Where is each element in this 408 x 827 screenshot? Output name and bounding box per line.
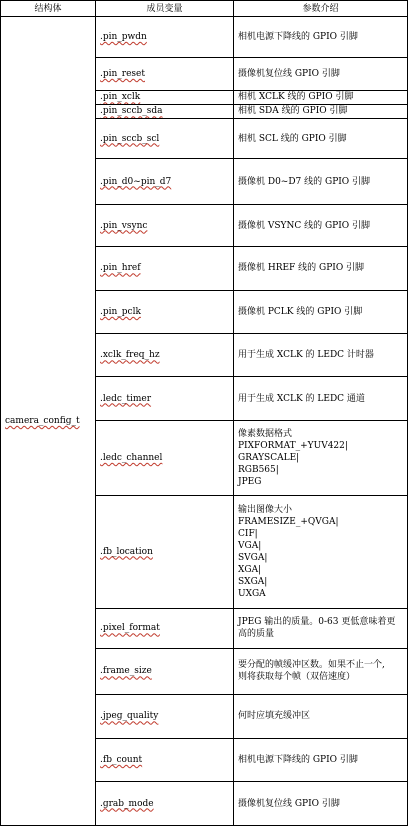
member-cell [96, 118, 234, 158]
description-line: 要分配的帧缓冲区数。如果不止一个, [238, 660, 385, 671]
header-row [1, 1, 408, 17]
member-name: .pin_vsync [100, 220, 148, 231]
member-name: .pin_pwdn [100, 32, 147, 43]
description-cell [234, 159, 408, 204]
description-line: 输出图像大小 [238, 504, 293, 515]
member-name: .pin_sccb_sda [100, 106, 163, 117]
member-cell [96, 694, 234, 738]
header-struct: 结构体 [1, 1, 96, 17]
member-name: .pin_href [100, 263, 141, 274]
description-line: 用于生成 XCLK 的 LEDC 计时器 [238, 350, 374, 361]
description-line: 何时应填充缓冲区 [238, 711, 311, 722]
description-line: JPEG 输出的质量。0-63 更低意味着更 [238, 617, 396, 628]
description-line: UXGA [238, 588, 266, 599]
member-cell [96, 17, 234, 58]
struct-name: camera_config_t [5, 416, 80, 426]
member-name: .pin_pclk [100, 306, 141, 317]
description-line: 像素数据格式 [238, 428, 293, 439]
description-line: 摄像机 PCLK 线的 GPIO 引脚 [238, 306, 363, 317]
description-line: 则将获取每个帧（双倍速度） [238, 672, 356, 683]
member-name: .pin_xclk [100, 92, 141, 103]
member-cell [96, 495, 234, 608]
description-line: CIF| [238, 528, 258, 539]
struct-name-cell [1, 17, 96, 826]
member-cell [96, 649, 234, 694]
member-cell [96, 58, 234, 90]
description-cell [234, 90, 408, 104]
description-cell [234, 118, 408, 158]
header-member: 成员变量 [96, 1, 234, 17]
description-cell [234, 739, 408, 782]
member-cell [96, 290, 234, 333]
description-line: 摄像机复位线 GPIO 引脚 [238, 69, 340, 80]
member-cell [96, 204, 234, 246]
description-cell [234, 290, 408, 333]
description-line: XGA| [238, 564, 262, 575]
member-cell [96, 739, 234, 782]
member-name: .fb_location [100, 546, 153, 557]
description-cell [234, 782, 408, 826]
member-name: .pin_reset [100, 69, 145, 80]
description-cell [234, 247, 408, 290]
description-line: 相机 XCLK 线的 GPIO 引脚 [238, 92, 354, 103]
description-line: 相机 SDA 线的 GPIO 引脚 [238, 106, 348, 117]
description-cell [234, 608, 408, 648]
member-cell [96, 420, 234, 495]
description-line: PIXFORMAT_+YUV422| [238, 440, 348, 451]
member-cell [96, 159, 234, 204]
description-cell [234, 17, 408, 58]
member-name: .grab_mode [100, 798, 154, 809]
member-name: .frame_size [100, 666, 152, 677]
description-cell [234, 694, 408, 738]
description-cell [234, 377, 408, 420]
member-name: .pin_d0~pin_d7 [100, 176, 172, 187]
description-cell [234, 104, 408, 118]
description-cell [234, 58, 408, 90]
member-name: .ledc_timer [100, 393, 152, 404]
member-cell [96, 608, 234, 648]
description-line: 相机 SCL 线的 GPIO 引脚 [238, 133, 347, 144]
member-name: .fb_count [100, 755, 143, 766]
member-cell [96, 377, 234, 420]
description-line: 相机电源下降线的 GPIO 引脚 [238, 755, 358, 766]
member-name: .pixel_format [100, 623, 160, 634]
description-cell [234, 334, 408, 377]
member-name: .xclk_freq_hz [100, 350, 160, 361]
description-line: 摄像机复位线 GPIO 引脚 [238, 798, 340, 809]
description-line: JPEG [238, 476, 262, 487]
description-line: 高的质量 [238, 629, 275, 640]
member-cell [96, 104, 234, 118]
description-line: RGB565| [238, 464, 279, 475]
description-line: 摄像机 HREF 线的 GPIO 引脚 [238, 263, 365, 274]
member-cell [96, 247, 234, 290]
member-cell [96, 334, 234, 377]
header-desc: 参数介绍 [234, 1, 408, 17]
member-name: .jpeg_quality [100, 711, 159, 722]
description-line: SVGA| [238, 552, 268, 563]
description-line: SXGA| [238, 576, 268, 587]
description-cell [234, 420, 408, 495]
description-cell [234, 204, 408, 246]
description-line: 相机电源下降线的 GPIO 引脚 [238, 32, 358, 43]
description-line: 用于生成 XCLK 的 LEDC 通道 [238, 393, 365, 404]
table-row [1, 17, 408, 58]
member-cell [96, 782, 234, 826]
description-line: VGA| [238, 540, 262, 551]
description-cell [234, 495, 408, 608]
description-cell [234, 649, 408, 694]
description-line: 摄像机 D0~D7 线的 GPIO 引脚 [238, 176, 371, 187]
description-line: GRAYSCALE| [238, 452, 300, 463]
member-name: .ledc_channel [100, 452, 163, 463]
member-cell [96, 90, 234, 104]
description-line: 摄像机 VSYNC 线的 GPIO 引脚 [238, 220, 370, 231]
member-name: .pin_sccb_scl [100, 133, 160, 144]
description-line: FRAMESIZE_+QVGA| [238, 516, 339, 527]
